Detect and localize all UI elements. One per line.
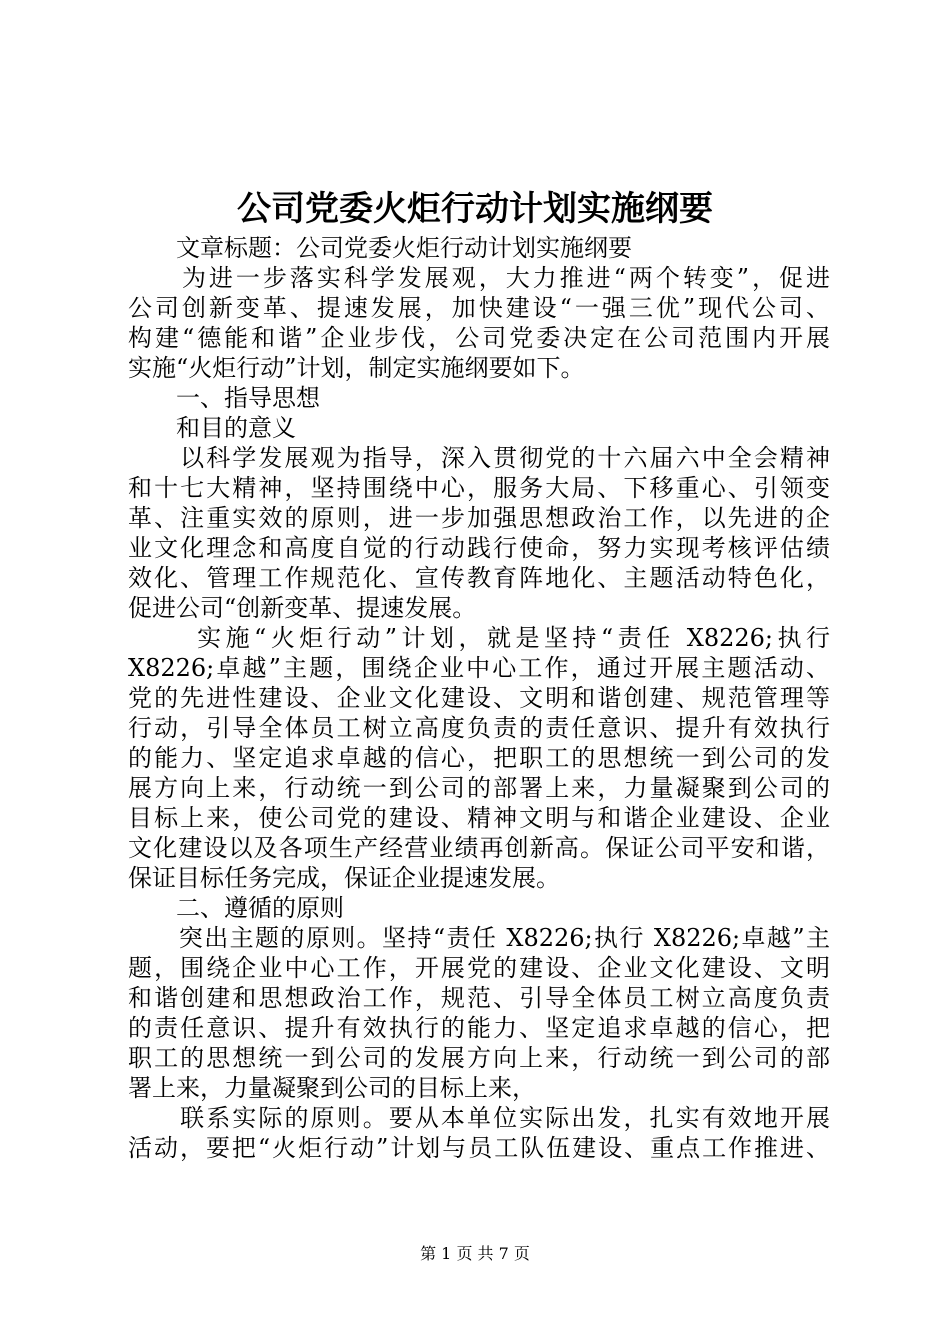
text-line: X8226;卓越”主题，围绕企业中心工作，通过开展主题活动、 — [128, 654, 830, 682]
text-line: 目标上来，使公司党的建设、精神文明与和谐企业建设、企业 — [128, 804, 830, 832]
text-line: 和谐创建和思想政治工作，规范、引导全体员工树立高度负责 — [128, 984, 830, 1012]
text-line: 一、指导思想 — [128, 384, 320, 412]
text-line: 党的先进性建设、企业文化建设、文明和谐创建、规范管理等 — [128, 684, 830, 712]
text-line: 构建“德能和谐”企业步伐，公司党委决定在公司范围内开展 — [128, 324, 830, 352]
page-footer: 第 1 页 共 7 页 — [420, 1244, 530, 1263]
text-line: 保证目标任务完成，保证企业提速发展。 — [128, 864, 560, 892]
text-line: 以科学发展观为指导，深入贯彻党的十六届六中全会精神 — [128, 444, 830, 472]
text-line: 为进一步落实科学发展观，大力推进“两个转变”，促进 — [128, 264, 830, 292]
document-body — [128, 233, 830, 1163]
text-line: 的能力、坚定追求卓越的信心，把职工的思想统一到公司的发 — [128, 744, 830, 772]
text-line: 和目的意义 — [128, 414, 296, 442]
text-line: 二、遵循的原则 — [128, 894, 344, 922]
text-line: 署上来，力量凝聚到公司的目标上来， — [128, 1074, 536, 1102]
text-line: 效化、管理工作规范化、宣传教育阵地化、主题活动特色化， — [128, 564, 830, 592]
text-line: 突出主题的原则。坚持“责任 X8226;执行 X8226;卓越”主 — [128, 924, 830, 952]
text-line: 联系实际的原则。要从本单位实际出发，扎实有效地开展 — [128, 1104, 830, 1132]
text-line: 题，围绕企业中心工作，开展党的建设、企业文化建设、文明 — [128, 954, 830, 982]
text-line: 实施“火炬行动”计划，制定实施纲要如下。 — [128, 354, 585, 382]
text-line: 实施“火炬行动”计划，就是坚持“责任 X8226;执行 — [128, 624, 830, 652]
text-line: 公司创新变革、提速发展，加快建设“一强三优”现代公司、 — [128, 294, 830, 322]
text-line: 促进公司“创新变革、提速发展。 — [128, 594, 477, 622]
text-line: 文化建设以及各项生产经营业绩再创新高。保证公司平安和谐， — [128, 834, 830, 862]
text-line: 革、注重实效的原则，进一步加强思想政治工作，以先进的企 — [128, 504, 830, 532]
text-line: 和十七大精神，坚持围绕中心，服务大局、下移重心、引领变 — [128, 474, 830, 502]
text-line: 业文化理念和高度自觉的行动践行使命，努力实现考核评估绩 — [128, 534, 830, 562]
text-line: 文章标题：公司党委火炬行动计划实施纲要 — [128, 234, 632, 262]
text-line: 职工的思想统一到公司的发展方向上来，行动统一到公司的部 — [128, 1044, 830, 1072]
text-line: 展方向上来，行动统一到公司的部署上来，力量凝聚到公司的 — [128, 774, 830, 802]
text-line: 行动，引导全体员工树立高度负责的责任意识、提升有效执行 — [128, 714, 830, 742]
document-title: 公司党委火炬行动计划实施纲要 — [237, 189, 713, 229]
text-line: 活动，要把“火炬行动”计划与员工队伍建设、重点工作推进、 — [128, 1134, 830, 1162]
text-line: 的责任意识、提升有效执行的能力、坚定追求卓越的信心，把 — [128, 1014, 830, 1042]
